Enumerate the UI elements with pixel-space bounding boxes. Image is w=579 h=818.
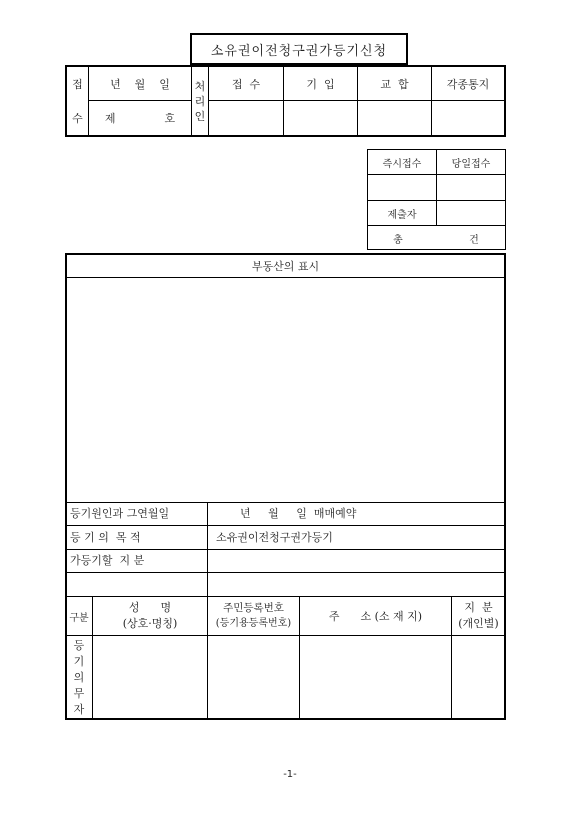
cause-date-label: 등기원인과 그연월일 <box>70 507 170 520</box>
id-header <box>208 597 299 635</box>
receipt-label-top: 접 <box>72 77 83 91</box>
purpose-label: 등 기 의 목 적 <box>70 531 141 544</box>
receipt-entry-cell[interactable] <box>209 101 283 135</box>
property-header: 부동산의 표시 <box>251 260 320 273</box>
category-header: 구분 <box>69 612 89 624</box>
handler-char-3: 인 <box>194 109 206 123</box>
share-value[interactable] <box>216 550 504 572</box>
cause-date-value[interactable]: 년 월 일 매매예약 <box>240 507 357 520</box>
blank-row-value[interactable] <box>208 573 504 596</box>
count-unit: 건 <box>469 234 479 246</box>
check-entry-cell[interactable] <box>358 101 431 135</box>
obligor-char-1: 등 <box>73 639 85 652</box>
id-header-title: 주민등록번호 <box>223 602 284 614</box>
obligor-row-label <box>66 637 92 719</box>
total-label: 총 <box>393 234 403 246</box>
handler-char-1: 처 <box>194 79 206 93</box>
col-receipt: 접 수 <box>231 77 261 91</box>
col-notice: 각종통지 <box>446 77 490 91</box>
obligor-char-2: 기 <box>73 655 85 668</box>
receipt-date-label: 년 월 일 <box>110 77 170 91</box>
share-header-sub: (개인별) <box>458 617 499 630</box>
receipt-number-label: 제 호 <box>104 112 176 125</box>
id-header-sub: (등기용등록번호) <box>215 618 292 629</box>
handler-char-2: 리 <box>194 94 206 108</box>
share-label: 가등기할 지 분 <box>70 554 145 567</box>
obligor-address-cell[interactable] <box>300 636 451 719</box>
name-header-sub: (상호·명칭) <box>122 617 178 630</box>
address-header: 주 소 (소 재 지) <box>328 610 423 623</box>
receipt-label-bottom: 수 <box>72 112 83 125</box>
purpose-value[interactable]: 소유권이전청구권가등기 <box>216 531 333 544</box>
same-day-receipt-label: 당일접수 <box>451 158 491 170</box>
obligor-char-5: 자 <box>73 703 85 716</box>
obligor-share-cell[interactable] <box>452 636 505 719</box>
obligor-name-cell[interactable] <box>93 636 207 719</box>
obligor-id-cell[interactable] <box>208 636 299 719</box>
same-day-receipt-cell[interactable] <box>437 175 505 200</box>
immediate-receipt-cell[interactable] <box>368 175 436 200</box>
submitter-cell[interactable] <box>437 201 505 225</box>
property-description-area[interactable] <box>67 278 504 502</box>
col-entry: 기 입 <box>306 77 335 91</box>
notice-entry-cell[interactable] <box>432 101 504 135</box>
submitter-label: 제출자 <box>387 209 417 221</box>
name-header-title: 성 명 <box>128 601 172 614</box>
name-header <box>93 597 207 635</box>
handler-label <box>192 67 208 135</box>
share-header-title: 지 분 <box>464 601 493 614</box>
obligor-char-4: 무 <box>73 687 85 700</box>
entry-entry-cell[interactable] <box>284 101 357 135</box>
document-title: 소유권이전청구권가등기신청 <box>190 33 408 65</box>
share-header <box>452 597 505 635</box>
col-check: 교 합 <box>380 77 409 91</box>
obligor-char-3: 의 <box>73 671 85 684</box>
immediate-receipt-label: 즉시접수 <box>382 158 422 170</box>
page-number: -1- <box>283 768 297 780</box>
blank-row-label <box>67 573 207 596</box>
